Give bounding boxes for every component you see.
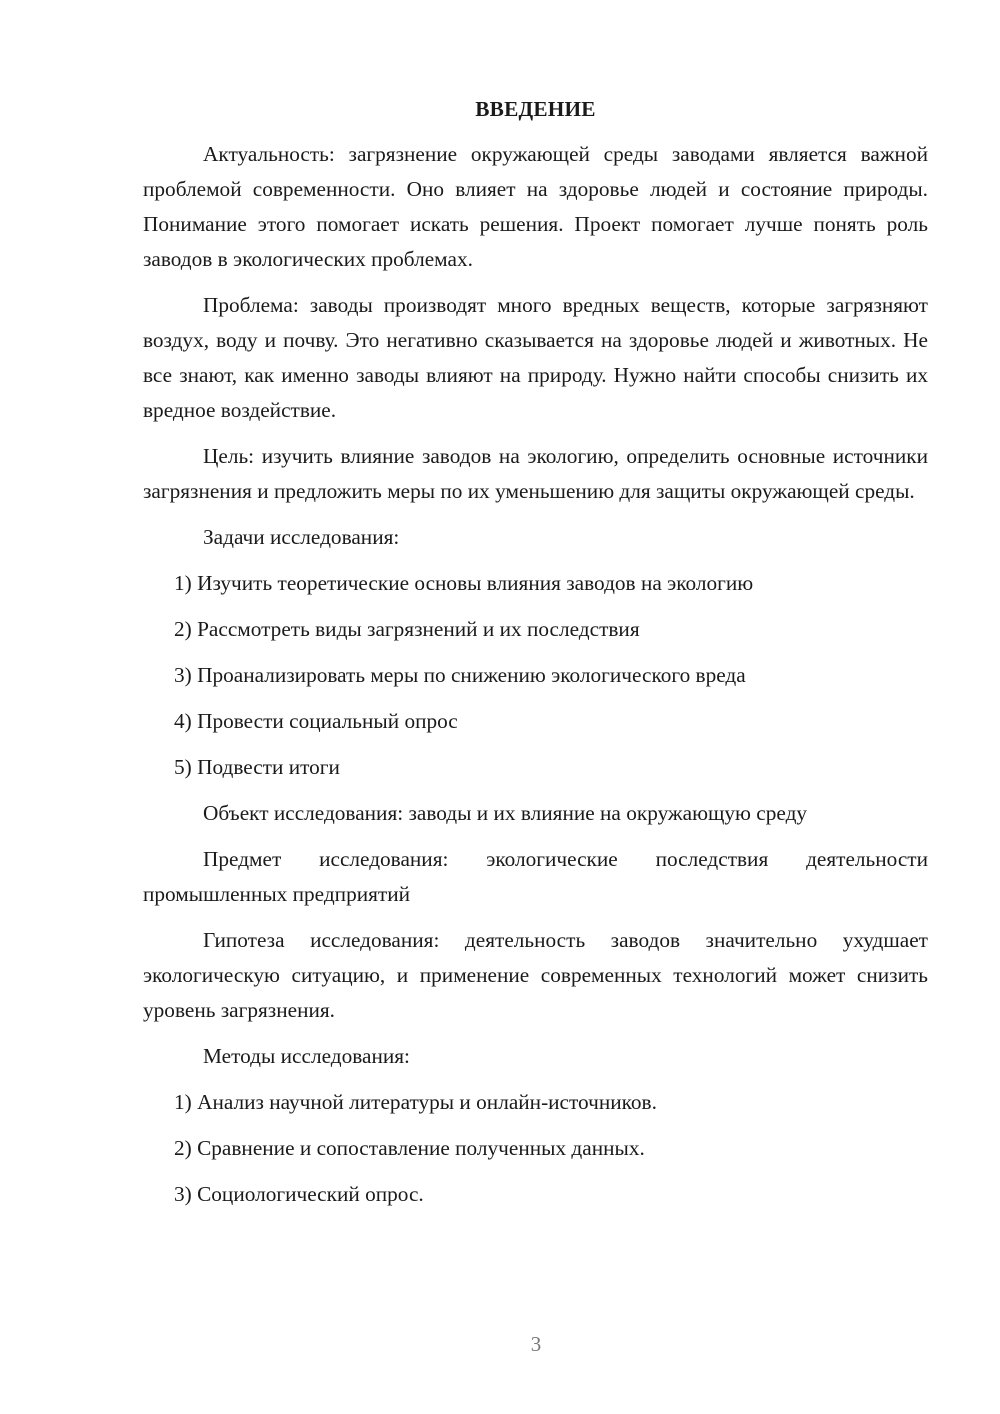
methods-list — [143, 1085, 928, 1212]
method-item: 1) Анализ научной литературы и онлайн-источников. — [174, 1090, 657, 1114]
page-title: ВВЕДЕНИЕ — [475, 97, 596, 121]
subject-paragraph: Предмет исследования: экологические последствия деятельности промышленных предприятий — [143, 847, 928, 906]
method-item: 3) Социологический опрос. — [174, 1182, 424, 1206]
tasks-heading: Задачи исследования: — [203, 525, 400, 549]
problem-paragraph: Проблема: заводы производят много вредных веществ, которые загрязняют воздух, воду и почву. Это негативно сказывается на здоровье людей и животных. Не все знают, как именно заводы влияют на природу. Нужно найти способы снизить их вредное воздействие. — [143, 293, 928, 422]
page-number: 3 — [530, 1332, 542, 1356]
task-item: 4) Провести социальный опрос — [174, 709, 458, 733]
task-item: 5) Подвести итоги — [174, 755, 340, 779]
task-item: 1) Изучить теоретические основы влияния заводов на экологию — [174, 571, 754, 595]
task-item: 3) Проанализировать меры по снижению экологического вреда — [174, 663, 746, 687]
task-item: 2) Рассмотреть виды загрязнений и их последствия — [174, 617, 640, 641]
hypothesis-paragraph: Гипотеза исследования: деятельность заводов значительно ухудшает экологическую ситуацию, и применение современных технологий может снизить уровень загрязнения. — [143, 928, 928, 1022]
tasks-list — [143, 566, 928, 785]
method-item: 2) Сравнение и сопоставление полученных данных. — [174, 1136, 645, 1160]
object-line: Объект исследования: заводы и их влияние на окружающую среду — [203, 801, 808, 825]
relevance-paragraph: Актуальность: загрязнение окружающей среды заводами является важной проблемой современности. Оно влияет на здоровье людей и состояние природы. Понимание этого помогает искать решения. Проект помогает лучше понять роль заводов в экологических проблемах. — [143, 142, 928, 271]
methods-heading: Методы исследования: — [203, 1044, 410, 1068]
page-content — [143, 92, 928, 1223]
goal-paragraph: Цель: изучить влияние заводов на экологию, определить основные источники загрязнения и предложить меры по их уменьшению для защиты окружающей среды. — [143, 444, 928, 503]
